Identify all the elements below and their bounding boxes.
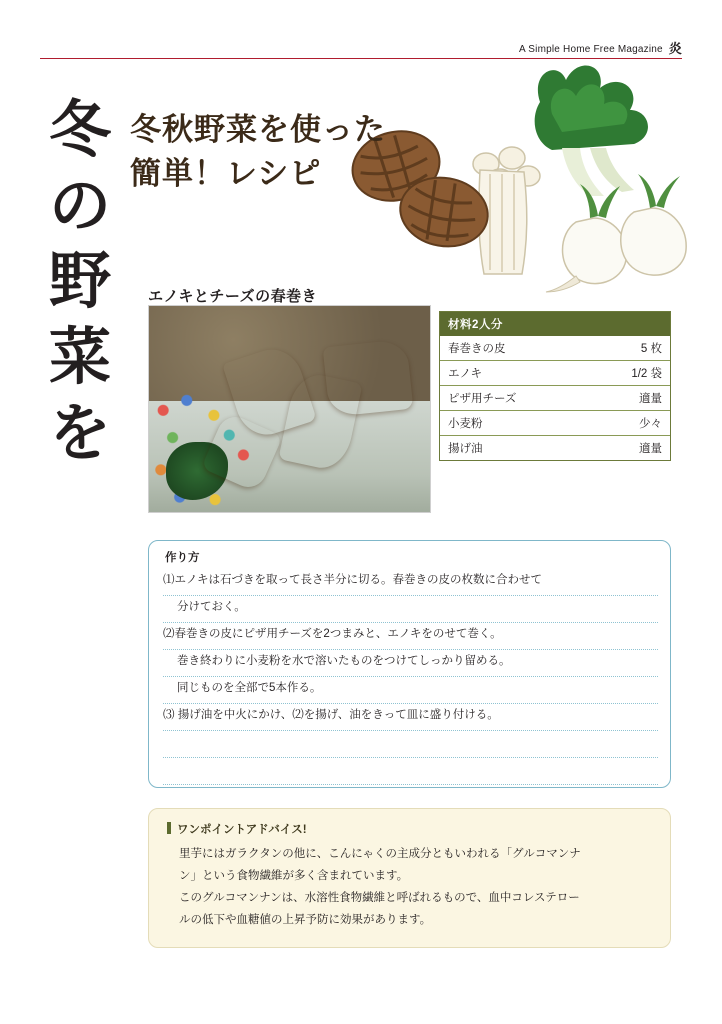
headline-line-1: 冬秋野菜を使った	[130, 112, 386, 148]
side-title-char: 野	[48, 244, 111, 318]
steps-lines	[163, 569, 658, 812]
step-line	[163, 731, 658, 758]
ingredient-amount: 適量	[639, 393, 662, 405]
steps-title: 作り方	[165, 552, 200, 564]
advice-line: このグルコマンナンは、水溶性食物繊維と呼ばれるもので、血中コレステロー	[179, 892, 580, 904]
step-line: ⑶ 揚げ油を中火にかけ、⑵を揚げ、油をきって皿に盛り付ける。	[163, 704, 658, 731]
table-row	[440, 336, 670, 361]
recipe-title: エノキとチーズの春巻き	[148, 287, 318, 305]
step-line	[163, 758, 658, 785]
ingredient-amount: 適量	[639, 443, 662, 455]
steps-box	[148, 540, 671, 788]
ingredient-amount: 少々	[639, 418, 662, 430]
table-row	[440, 436, 670, 460]
advice-title-text: ワンポイントアドバイス!	[177, 824, 307, 836]
ingredient-name: エノキ	[448, 368, 483, 380]
step-line: ⑴エノキは石づきを取って長さ半分に切る。春巻きの皮の枚数に合わせて	[163, 569, 658, 596]
ingredient-amount: 1/2 袋	[631, 368, 662, 380]
headline-line-2: 簡単！レシピ	[130, 156, 322, 193]
side-title-char: 菜	[48, 319, 111, 393]
ingredient-name: ピザ用チーズ	[448, 393, 517, 405]
page-headline	[130, 108, 386, 196]
advice-box	[148, 808, 671, 948]
step-line: 同じものを全部で5本作る。	[163, 677, 658, 704]
magazine-mark: 炎	[668, 42, 682, 57]
step-line: 巻き終わりに小麦粉を水で溶いたものをつけてしっかり留める。	[163, 650, 658, 677]
table-row	[440, 411, 670, 436]
step-line: ⑵春巻きの皮にピザ用チーズを2つまみと、エノキをのせて巻く。	[163, 623, 658, 650]
advice-line: ン」という食物繊維が多く含まれています。	[179, 870, 409, 882]
advice-line: 里芋にはガラクタンの他に、こんにゃくの主成分ともいわれる「グルコマンナ	[179, 848, 581, 860]
side-title-char: の	[48, 168, 111, 242]
photo-spring-roll	[323, 339, 414, 417]
table-row	[440, 361, 670, 386]
ingredients-header: 材料2人分	[440, 312, 670, 336]
turnip-icon	[546, 174, 686, 292]
header-rule	[40, 58, 682, 59]
advice-marker-icon	[167, 822, 171, 834]
leafy-green-icon	[535, 66, 648, 196]
magazine-tagline-text: A Simple Home Free Magazine	[519, 44, 663, 55]
step-line: 分けておく。	[163, 596, 658, 623]
ingredient-name: 揚げ油	[448, 443, 483, 455]
ingredient-name: 春巻きの皮	[448, 343, 506, 355]
recipe-photo	[148, 305, 431, 513]
advice-title	[167, 821, 307, 837]
ingredients-table	[439, 311, 671, 461]
vertical-side-title	[34, 92, 126, 470]
side-title-char: 冬	[48, 93, 111, 166]
table-row	[440, 386, 670, 411]
ingredient-amount: 5 枚	[640, 343, 662, 355]
advice-body	[179, 843, 657, 931]
magazine-tagline	[519, 38, 682, 57]
side-title-char: を	[48, 395, 111, 469]
ingredient-name: 小麦粉	[448, 418, 483, 430]
advice-line: ルの低下や血糖値の上昇予防に効果があります。	[179, 914, 432, 926]
